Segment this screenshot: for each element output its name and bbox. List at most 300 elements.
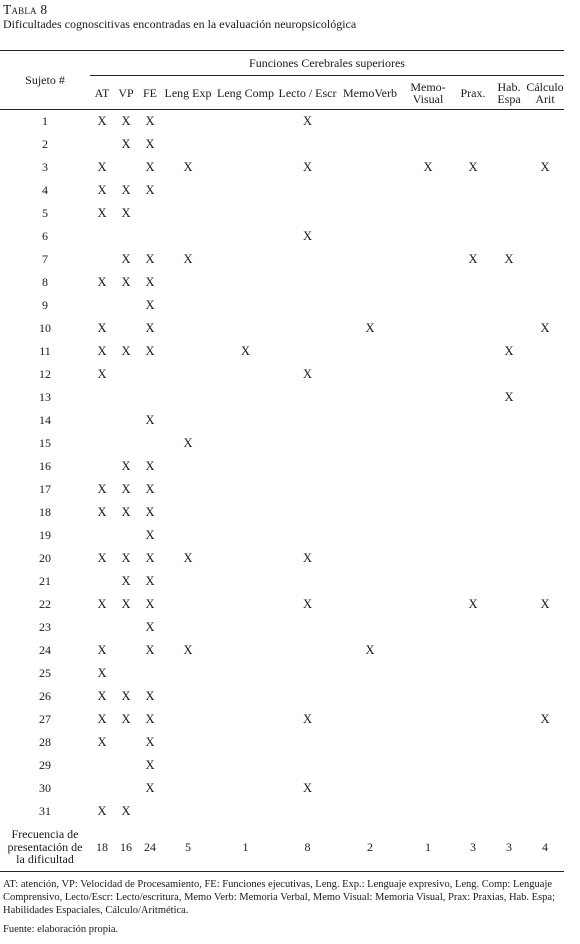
difficulty-mark [214,432,277,455]
difficulty-mark [138,386,162,409]
difficulty-mark [338,800,402,823]
difficulty-mark [214,156,277,179]
difficulty-mark: X [121,114,131,128]
difficulty-mark [454,179,492,202]
difficulty-mark [162,179,214,202]
difficulty-mark [526,501,564,524]
difficulty-mark: X [145,574,155,588]
column-header [526,76,564,110]
table-row [0,662,564,685]
table-row [0,616,564,639]
difficulty-mark [402,754,454,777]
difficulty-mark [402,639,454,662]
difficulty-mark [338,225,402,248]
difficulty-mark [492,570,526,593]
table-footnote: AT: atención, VP: Velocidad de Procesamiento, FE: Funciones ejecutivas, Leng. Exp.: Lenguaje expresivo, Leng. Comp: Lenguaje Comprensivo, Lecto/Escr: Lecto/escritura, Memo Verb: Memoria Verbal, Memo Visual: Memoria Visual, Prax: Praxias, Hab. Espa; Habilidades Espaciales, Cálculo/Aritmética. [3,879,556,916]
difficulty-mark [114,317,138,340]
difficulty-mark [162,593,214,616]
difficulty-mark: X [145,275,155,289]
difficulty-mark: X [121,344,131,358]
difficulty-mark [214,731,277,754]
difficulty-mark [338,271,402,294]
column-header-label: AT [94,85,110,100]
difficulty-mark [338,248,402,271]
subject-number: 2 [42,137,48,151]
difficulty-mark [338,386,402,409]
difficulty-mark [454,708,492,731]
difficulty-mark [138,800,162,823]
difficulty-mark [162,478,214,501]
difficulty-mark [214,409,277,432]
difficulty-mark [526,754,564,777]
difficulty-mark [526,685,564,708]
difficulty-mark [277,685,338,708]
difficulty-mark [214,662,277,685]
difficulty-mark [526,363,564,386]
difficulty-mark [526,478,564,501]
difficulty-mark [526,248,564,271]
table-row [0,524,564,547]
difficulty-mark [338,455,402,478]
difficulty-mark [114,386,138,409]
difficulty-mark: X [540,597,550,611]
column-header-label: Memo- [410,79,446,94]
difficulty-mark [277,639,338,662]
table-row [0,455,564,478]
difficulty-mark [492,156,526,179]
difficulty-mark [162,708,214,731]
difficulty-mark [214,501,277,524]
difficulty-mark: X [97,551,107,565]
difficulty-mark [454,754,492,777]
difficulty-mark: X [540,160,550,174]
difficulty-mark [492,363,526,386]
difficulty-mark [214,616,277,639]
subject-number: 11 [39,344,51,358]
difficulty-mark [338,156,402,179]
difficulty-mark [214,248,277,271]
difficulty-mark: X [183,252,193,266]
difficulty-mark [90,432,114,455]
difficulty-mark [114,754,138,777]
table-row [0,110,564,134]
difficulty-mark [492,731,526,754]
difficulty-mark [162,294,214,317]
difficulty-mark: X [302,597,313,611]
difficulty-mark: X [145,505,155,519]
frequency-value: 18 [90,823,114,872]
difficulty-mark [90,616,114,639]
difficulty-mark [402,616,454,639]
difficulty-mark [162,570,214,593]
difficulty-mark: X [121,206,131,220]
table-row [0,570,564,593]
table-row [0,639,564,662]
difficulty-mark [454,294,492,317]
frequency-value: 2 [338,823,402,872]
difficulty-mark [338,478,402,501]
difficulty-mark [454,800,492,823]
difficulty-mark: X [145,137,155,151]
difficulty-mark [162,616,214,639]
table-row [0,593,564,616]
difficulty-mark [492,225,526,248]
difficulty-mark [338,202,402,225]
frequency-value: 4 [526,823,564,872]
table-row [0,133,564,156]
difficulty-mark [402,570,454,593]
table-row [0,501,564,524]
difficulties-table [0,50,564,872]
difficulty-mark [114,524,138,547]
difficulty-mark [162,731,214,754]
difficulty-mark [338,524,402,547]
difficulty-mark [526,616,564,639]
difficulty-mark [277,317,338,340]
difficulty-mark [214,317,277,340]
difficulty-mark [162,133,214,156]
difficulty-mark [402,179,454,202]
difficulty-mark [338,708,402,731]
difficulty-mark [214,133,277,156]
difficulty-mark: X [121,183,131,197]
difficulty-mark: X [145,551,155,565]
column-header-label: Cálculo [526,79,564,94]
difficulty-mark [402,593,454,616]
column-header-label: FE [142,85,157,100]
difficulty-mark [492,202,526,225]
difficulty-mark [402,110,454,134]
difficulty-mark [526,662,564,685]
table-source: Fuente: elaboración propia. [3,924,119,935]
difficulty-mark [402,340,454,363]
difficulty-mark [402,386,454,409]
table-row [0,685,564,708]
difficulty-mark: X [97,160,107,174]
difficulty-mark [492,639,526,662]
difficulty-mark: X [145,183,155,197]
difficulty-mark [277,731,338,754]
difficulty-mark [454,501,492,524]
difficulty-mark [90,248,114,271]
difficulty-mark [338,593,402,616]
difficulty-mark [454,202,492,225]
difficulty-mark [277,754,338,777]
subject-number: 5 [42,206,48,220]
difficulty-mark: X [504,344,514,358]
difficulty-mark [526,455,564,478]
difficulty-mark [402,800,454,823]
difficulty-mark: X [504,390,514,404]
difficulty-mark [214,363,277,386]
column-header [162,76,214,110]
difficulty-mark: X [97,505,107,519]
difficulty-mark [492,524,526,547]
difficulty-mark [214,754,277,777]
difficulty-mark: X [97,275,107,289]
difficulty-mark: X [302,781,313,795]
frequency-value: 1 [402,823,454,872]
difficulty-mark [338,179,402,202]
table-row [0,800,564,823]
difficulty-mark: X [121,689,131,703]
difficulty-mark [454,455,492,478]
difficulty-mark [338,133,402,156]
difficulty-mark [454,478,492,501]
difficulty-mark [114,156,138,179]
difficulty-mark [454,547,492,570]
difficulty-mark: X [540,321,550,335]
difficulty-mark [338,547,402,570]
difficulty-mark: X [468,160,478,174]
difficulty-mark: X [145,482,155,496]
difficulty-mark [162,501,214,524]
frequency-value: 3 [454,823,492,872]
frequency-value: 24 [138,823,162,872]
difficulty-mark [402,662,454,685]
difficulty-mark [214,271,277,294]
table-row [0,202,564,225]
table-row [0,754,564,777]
difficulty-mark [454,133,492,156]
difficulty-mark [162,455,214,478]
difficulty-mark [492,432,526,455]
subject-number: 3 [42,160,48,174]
difficulty-mark [338,294,402,317]
difficulty-mark: X [121,597,131,611]
subject-number: 30 [39,781,51,795]
difficulty-mark [492,501,526,524]
difficulty-mark [277,202,338,225]
difficulty-mark [90,225,114,248]
subject-number: 12 [39,367,51,381]
difficulty-mark [492,409,526,432]
difficulty-mark [526,547,564,570]
difficulty-mark: X [504,252,514,266]
difficulty-mark [162,225,214,248]
difficulty-mark: X [145,528,155,542]
difficulty-mark: X [145,114,155,128]
difficulty-mark [162,409,214,432]
difficulty-mark: X [145,459,155,473]
table-row [0,547,564,570]
difficulty-mark: X [121,482,131,496]
difficulty-mark [402,547,454,570]
subject-column-header [0,51,90,110]
difficulty-mark [114,616,138,639]
difficulty-mark: X [423,160,433,174]
difficulty-mark [90,409,114,432]
difficulty-mark [338,685,402,708]
difficulty-mark [454,317,492,340]
difficulty-mark [162,662,214,685]
column-header-label: Visual [412,91,444,106]
column-header-label: Leng Comp [217,85,274,100]
difficulty-mark [277,409,338,432]
difficulty-mark [162,340,214,363]
difficulty-mark [114,432,138,455]
difficulty-mark [277,294,338,317]
difficulty-mark [402,524,454,547]
difficulty-mark: X [97,666,107,680]
difficulty-mark: X [302,367,313,381]
difficulty-mark: X [97,689,107,703]
difficulty-mark [338,110,402,134]
difficulty-mark [526,777,564,800]
subject-number: 22 [39,597,51,611]
difficulty-mark: X [145,689,155,703]
column-header [277,76,338,110]
difficulty-mark: X [121,137,131,151]
difficulty-mark [526,340,564,363]
difficulty-mark: X [97,183,107,197]
difficulty-mark [114,639,138,662]
difficulty-mark [162,524,214,547]
difficulty-mark [214,202,277,225]
group-header-label: Funciones Cerebrales superiores [249,55,405,70]
column-header-label: Espa [497,91,521,106]
difficulty-mark [526,202,564,225]
column-header-label: Lecto / Escr [278,85,337,100]
difficulty-mark [338,754,402,777]
difficulty-mark [277,455,338,478]
difficulty-mark: X [302,551,313,565]
frequency-row [0,823,564,872]
subject-number: 25 [39,666,51,680]
difficulty-mark [454,524,492,547]
difficulty-mark: X [97,804,107,818]
frequency-label-line: Frecuencia de [11,827,79,842]
frequency-label-line: presentación de [7,839,83,854]
difficulty-mark: X [145,160,155,174]
column-header [402,76,454,110]
difficulty-mark [454,340,492,363]
difficulty-mark [214,478,277,501]
difficulty-mark: X [145,321,155,335]
difficulty-mark [277,179,338,202]
difficulty-mark: X [145,758,155,772]
difficulty-mark [214,524,277,547]
difficulty-mark [492,800,526,823]
difficulty-mark [138,202,162,225]
column-header-label: Prax. [460,85,486,100]
difficulty-mark [162,110,214,134]
difficulty-mark [402,225,454,248]
subject-number: 21 [39,574,51,588]
difficulty-mark: X [540,712,550,726]
difficulty-mark [526,133,564,156]
difficulty-mark [526,570,564,593]
column-header [492,76,526,110]
table-row [0,317,564,340]
frequency-value: 5 [162,823,214,872]
difficulty-mark [526,432,564,455]
difficulty-mark [492,547,526,570]
subject-number: 16 [39,459,51,473]
difficulty-mark [277,133,338,156]
difficulty-mark [138,432,162,455]
difficulty-mark [454,662,492,685]
column-header [90,76,114,110]
difficulty-mark: X [97,597,107,611]
difficulty-mark [402,363,454,386]
difficulty-mark [526,225,564,248]
difficulty-mark: X [302,114,313,128]
difficulty-mark [526,110,564,134]
difficulty-mark [402,455,454,478]
difficulty-mark [454,225,492,248]
difficulty-mark [402,294,454,317]
difficulty-mark [402,202,454,225]
difficulty-mark [214,708,277,731]
table-row [0,432,564,455]
difficulty-mark [214,777,277,800]
subject-number: 26 [39,689,51,703]
difficulty-mark: X [183,643,193,657]
group-header [90,51,564,76]
table-row [0,708,564,731]
column-header [114,76,138,110]
difficulty-mark [492,179,526,202]
difficulty-mark [492,133,526,156]
difficulty-mark: X [145,620,155,634]
difficulty-mark [454,616,492,639]
difficulty-mark [492,777,526,800]
difficulty-mark: X [145,344,155,358]
difficulty-mark [90,754,114,777]
difficulty-mark [114,777,138,800]
difficulty-mark [90,524,114,547]
difficulty-mark: X [183,551,193,565]
difficulty-mark [338,662,402,685]
table-row [0,478,564,501]
difficulty-mark [402,708,454,731]
difficulty-mark [214,455,277,478]
column-header-label: Leng Exp [164,85,212,100]
difficulty-mark [338,501,402,524]
difficulty-mark [277,800,338,823]
subject-number: 7 [42,252,48,266]
difficulty-mark [138,225,162,248]
difficulty-mark [162,685,214,708]
table-row [0,156,564,179]
difficulty-mark [138,363,162,386]
difficulty-mark [454,639,492,662]
subject-number: 1 [42,114,48,128]
difficulty-mark [138,662,162,685]
difficulty-mark [454,363,492,386]
difficulty-mark [277,662,338,685]
difficulty-mark: X [302,229,313,243]
difficulty-mark: X [145,643,155,657]
difficulty-mark: X [145,781,155,795]
difficulty-mark: X [183,160,193,174]
column-header-label: Arit [535,91,555,106]
difficulty-mark: X [97,206,107,220]
difficulty-mark [277,524,338,547]
difficulty-mark [402,409,454,432]
difficulty-mark: X [121,275,131,289]
difficulty-mark: X [121,551,131,565]
column-header [338,76,402,110]
difficulty-mark [114,363,138,386]
difficulty-mark [402,501,454,524]
table-caption: Dificultades cognoscitivas encontradas en la evaluación neuropsicológica [3,17,357,31]
difficulty-mark [454,271,492,294]
difficulty-mark: X [365,321,375,335]
subject-number: 20 [39,551,51,565]
table-row [0,271,564,294]
